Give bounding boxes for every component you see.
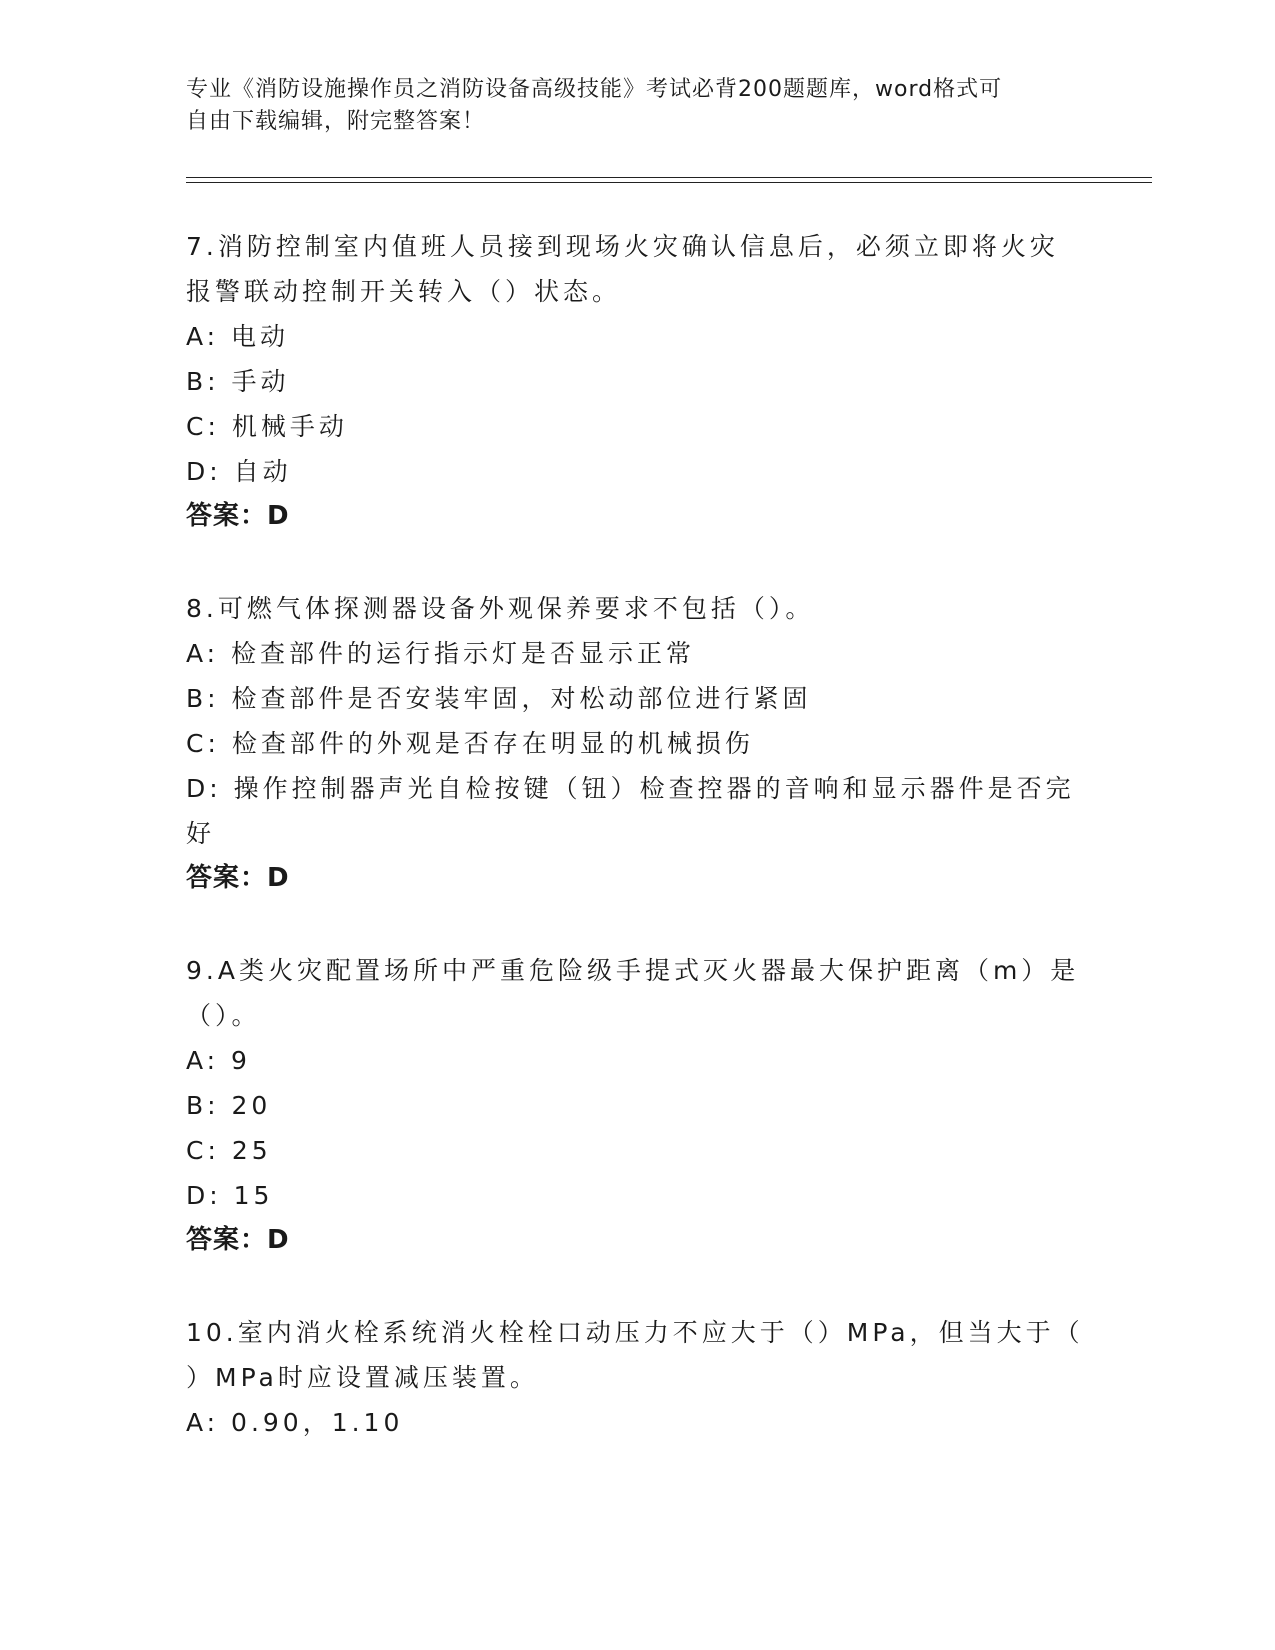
header-divider-top xyxy=(186,177,1152,178)
question-10 xyxy=(186,1310,1086,1445)
option-d: D: 15 xyxy=(186,1181,274,1210)
option-d: D: 自动 xyxy=(186,457,292,486)
option-b: B: 20 xyxy=(186,1091,272,1120)
option-d-continued: 好 xyxy=(186,819,216,848)
option-a: A: 电动 xyxy=(186,322,290,351)
question-stem: ）MPa时应设置减压装置。 xyxy=(186,1363,539,1392)
header-divider-bottom xyxy=(186,182,1152,183)
question-stem: （）。 xyxy=(186,1001,261,1030)
header-line-2: 自由下载编辑，附完整答案！ xyxy=(186,109,486,134)
document-header xyxy=(186,74,1066,138)
option-b: B: 手动 xyxy=(186,367,290,396)
question-stem: 7.消防控制室内值班人员接到现场火灾确认信息后，必须立即将火灾 xyxy=(186,232,1059,261)
question-8 xyxy=(186,586,1086,901)
question-9 xyxy=(186,948,1086,1263)
option-c: C: 机械手动 xyxy=(186,412,348,441)
option-c: C: 25 xyxy=(186,1136,272,1165)
question-7 xyxy=(186,224,1086,539)
answer: 答案：D xyxy=(186,863,290,893)
option-a: A: 9 xyxy=(186,1046,251,1075)
option-a: A: 检查部件的运行指示灯是否显示正常 xyxy=(186,639,696,668)
question-stem: 8.可燃气体探测器设备外观保养要求不包括（）。 xyxy=(186,594,815,623)
option-b: B: 检查部件是否安装牢固，对松动部位进行紧固 xyxy=(186,684,812,713)
option-c: C: 检查部件的外观是否存在明显的机械损伤 xyxy=(186,729,754,758)
answer: 答案：D xyxy=(186,1225,290,1255)
question-stem: 9.A类火灾配置场所中严重危险级手提式灭火器最大保护距离（m）是 xyxy=(186,956,1080,985)
option-d: D: 操作控制器声光自检按键（钮）检查控器的音响和显示器件是否完 xyxy=(186,774,1075,803)
option-a: A: 0.90，1.10 xyxy=(186,1408,404,1437)
answer: 答案：D xyxy=(186,501,290,531)
question-stem: 10.室内消火栓系统消火栓栓口动压力不应大于（）MPa，但当大于（ xyxy=(186,1318,1084,1347)
header-line-1: 专业《消防设施操作员之消防设备高级技能》考试必背200题题库，word格式可 xyxy=(186,77,1003,102)
question-stem: 报警联动控制开关转入（）状态。 xyxy=(186,277,622,306)
